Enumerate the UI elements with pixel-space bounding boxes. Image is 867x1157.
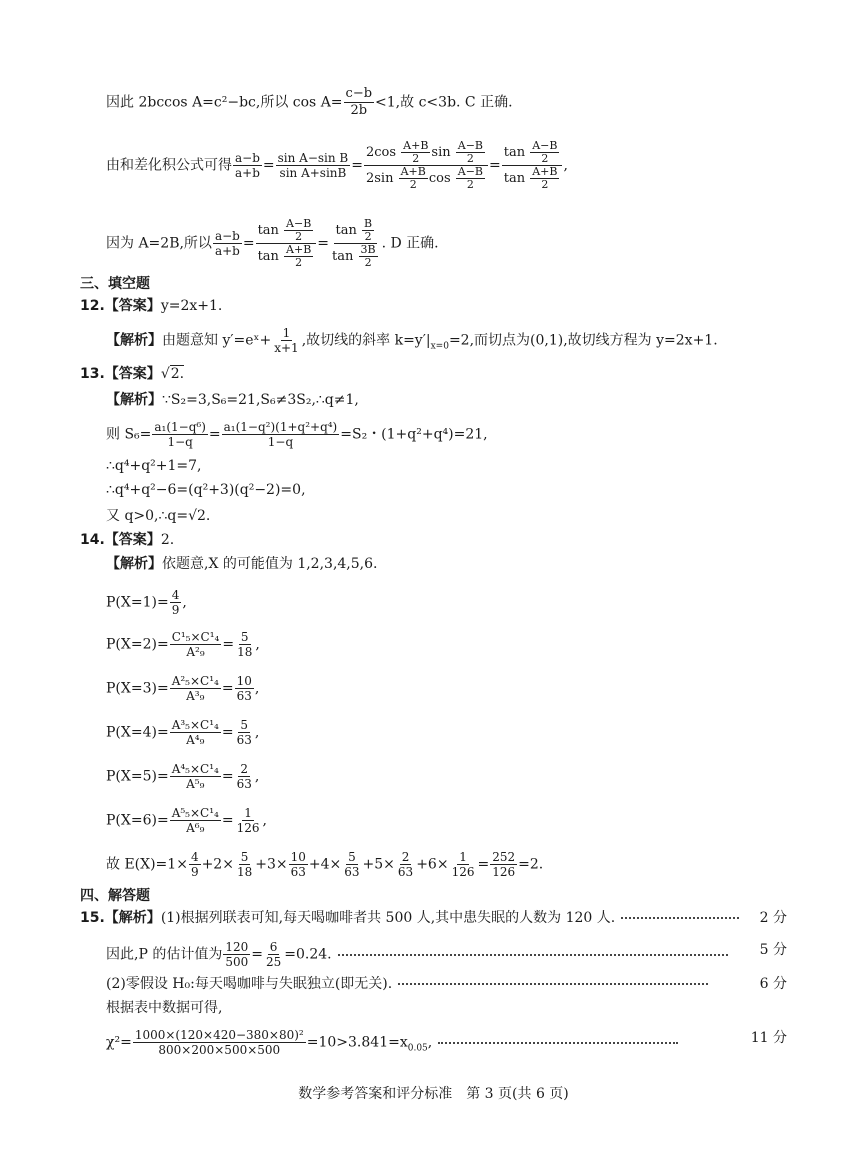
text: χ²=	[106, 1034, 132, 1051]
text: =2,而切点为(0,1),故切线方程为 y=2x+1.	[448, 332, 718, 349]
q14-p3: P(X=3)= $\frac{\text{A²₅×C¹₄}}{\text{A³₉}}$ = $\frac{10}{63}$ ,	[106, 674, 260, 703]
label: 【解析】	[106, 556, 162, 572]
label: 15.【解析】	[80, 910, 161, 926]
q13-explain-3: ∴q⁴+q²+1=7,	[106, 458, 202, 474]
text: P(X=3)=	[106, 680, 169, 697]
text: ,	[427, 1034, 433, 1051]
text: (2)零假设 H₀:每天喝咖啡与失眠独立(即无关).	[106, 976, 393, 992]
score-3: 6 分	[759, 976, 787, 992]
label: 13.【答案】	[80, 366, 161, 382]
q14-p1: P(X=1)= $\frac{4}{9}$ ,	[106, 588, 187, 617]
leader-dots	[438, 1042, 678, 1044]
q14-expectation: 故 E(X)=1× $\frac{4}{9}$ +2× $\frac{5}{18}$ +3× $\frac{10}{63}$ +4× $\frac{5}{63}$ +5× $\frac{2}{63}$ +6× $\frac{1}{126}$ = $\frac{252}{126}$ =2.	[106, 850, 544, 879]
fraction: tan $\frac{A-B}{2}$ tan $\frac{A+B}{2}$	[256, 218, 317, 269]
section-title-fill: 三、填空题	[80, 276, 150, 292]
q14-answer	[80, 530, 174, 550]
text: 因为 A=2B,所以	[106, 235, 212, 252]
text: 因此 2bccos A=c²−bc,所以 cos A=	[106, 94, 343, 111]
text: ∵S₂=3,S₆=21,S₆≠3S₂,∴q≠1,	[162, 392, 359, 408]
label: 【解析】	[106, 332, 162, 349]
fraction: $\frac{1}{x+1}$	[274, 326, 299, 355]
fraction	[344, 86, 375, 119]
text: P(X=4)=	[106, 724, 169, 741]
text: =0.24.	[284, 946, 332, 963]
text: . D 正确.	[381, 235, 439, 252]
q14-p2: P(X=2)= $\frac{\text{C¹₅×C¹₄}}{\text{A²₉}}$ = $\frac{5}{18}$ ,	[106, 630, 260, 659]
text: P(X=5)=	[106, 768, 169, 785]
answer: 2.	[160, 532, 175, 548]
text: 因此,P 的估计值为	[106, 946, 223, 963]
fraction: 2cos $\frac{A+B}{2}$ sin $\frac{A-B}{2}$ 2sin $\frac{A+B}{2}$ cos $\frac{A-B}{2}$	[364, 140, 488, 191]
numerator: c−b	[345, 86, 373, 101]
text: 则 S₆=	[106, 426, 152, 443]
text: =10>3.841=x	[306, 1034, 408, 1051]
text: ,	[563, 157, 568, 174]
q14-p6: P(X=6)= $\frac{\text{A⁵₅×C¹₄}}{\text{A⁶₉}}$ = $\frac{1}{126}$ ,	[106, 806, 267, 835]
answer: y=2x+1.	[160, 298, 223, 314]
q12-explain	[106, 326, 718, 355]
denominator: 800×200×500×500	[158, 1043, 281, 1057]
fraction: $\frac{\text{a₁(1−q⁶)}}{1-q}$	[154, 420, 206, 449]
score-1: 2 分	[759, 910, 787, 926]
page-footer: 数学参考答案和评分标准 第 3 页(共 6 页)	[298, 1086, 569, 1102]
q13-explain-1	[106, 390, 359, 410]
numerator: 1000×(120×420−380×80)²	[134, 1028, 304, 1042]
subscript: 0.05	[407, 1043, 428, 1054]
fraction: $\frac{a-b}{a+b}$	[235, 151, 260, 180]
score-4: 11 分	[750, 1030, 787, 1046]
fraction: $\frac{a-b}{a+b}$	[214, 229, 240, 258]
q15-line-1	[80, 908, 745, 928]
q15-line-5	[106, 1028, 684, 1057]
score-2: 5 分	[759, 942, 787, 958]
q15-line-3	[106, 974, 714, 994]
fraction: $\frac{\text{a₁(1−q²)(1+q²+q⁴)}}{1-q}$	[223, 420, 338, 449]
line-c-correct	[106, 86, 513, 119]
q14-p5: P(X=5)= $\frac{\text{A⁴₅×C¹₄}}{\text{A⁵₉}}$ = $\frac{2}{63}$ ,	[106, 762, 260, 791]
text: 由和差化积公式可得	[106, 157, 232, 174]
q13-answer: 13.【答案】√2.	[80, 366, 185, 382]
q15-line-4: 根据表中数据可得,	[106, 1000, 223, 1016]
label: 12.【答案】	[80, 298, 161, 314]
text: (1)根据列联表可知,每天喝咖啡者共 500 人,其中患失眠的人数为 120 人.	[160, 910, 616, 926]
q13-explain-4: ∴q⁴+q²−6=(q²+3)(q²−2)=0,	[106, 482, 306, 498]
text: =S₂・(1+q²+q⁴)=21,	[340, 426, 488, 443]
label: 【解析】	[106, 392, 162, 408]
leader-dots	[338, 954, 728, 956]
text: ,故切线的斜率 k=y′|	[301, 332, 431, 349]
text: P(X=2)=	[106, 636, 169, 653]
fraction: tan $\frac{A-B}{2}$ tan $\frac{A+B}{2}$	[502, 140, 563, 191]
fraction: $\frac{\text{sin A−sin B}}{\text{sin A+sinB}}$	[277, 151, 349, 180]
denominator: 2b	[350, 103, 368, 118]
q13-explain-2: 则 S₆= $\frac{\text{a₁(1−q⁶)}}{1-q}$ = $\frac{\text{a₁(1−q²)(1+q²+q⁴)}}{1-q}$ =S₂・(1+q²+q⁴)=21,	[106, 420, 488, 449]
text: 依题意,X 的可能值为 1,2,3,4,5,6.	[162, 556, 378, 572]
q14-p4: P(X=4)= $\frac{\text{A³₅×C¹₄}}{\text{A⁴₉}}$ = $\frac{5}{63}$ ,	[106, 718, 260, 747]
q13-explain-5: 又 q>0,∴q=√2.	[106, 508, 211, 524]
subscript: x=0	[430, 341, 449, 352]
text: 由题意知 y′=eˣ+	[162, 332, 272, 349]
q14-explain-1	[106, 554, 377, 574]
fraction: tan $\frac{B}{2}$ tan $\frac{3B}{2}$	[332, 217, 376, 269]
line-d-correct: 因为 A=2B,所以 $\frac{a-b}{a+b}$ = tan $\frac{A-B}{2}$ tan $\frac{A+B}{2}$ = tan $\frac{B}{2}$ tan $\frac{3B}{2}$ . D 正确.	[106, 217, 439, 269]
text: P(X=6)=	[106, 812, 169, 829]
text: P(X=1)=	[106, 594, 169, 611]
text: 故 E(X)=1×	[106, 856, 188, 873]
leader-dots	[398, 983, 708, 985]
section-title-answer: 四、解答题	[80, 888, 150, 904]
leader-dots	[621, 917, 739, 919]
q15-line-2: 因此,P 的估计值为 $\frac{120}{500}$ = $\frac{6}{25}$ =0.24.	[106, 940, 734, 969]
q12-answer	[80, 296, 222, 316]
line-sum-to-product: 由和差化积公式可得 $\frac{a-b}{a+b}$ = $\frac{\text{sin A−sin B}}{\text{sin A+sinB}}$ = 2cos $\frac{A+B}{2}$ sin $\frac{A-B}{2}$ 2sin $\frac{A+B}{2}$ cos $\frac{A-B}{2}$ = tan $\frac{A-B}{2}$ tan $\frac{A+B}{2}$ ,	[106, 139, 568, 191]
answer: 2.	[170, 366, 185, 382]
label: 14.【答案】	[80, 532, 161, 548]
text: <1,故 c<3b. C 正确.	[375, 94, 513, 111]
